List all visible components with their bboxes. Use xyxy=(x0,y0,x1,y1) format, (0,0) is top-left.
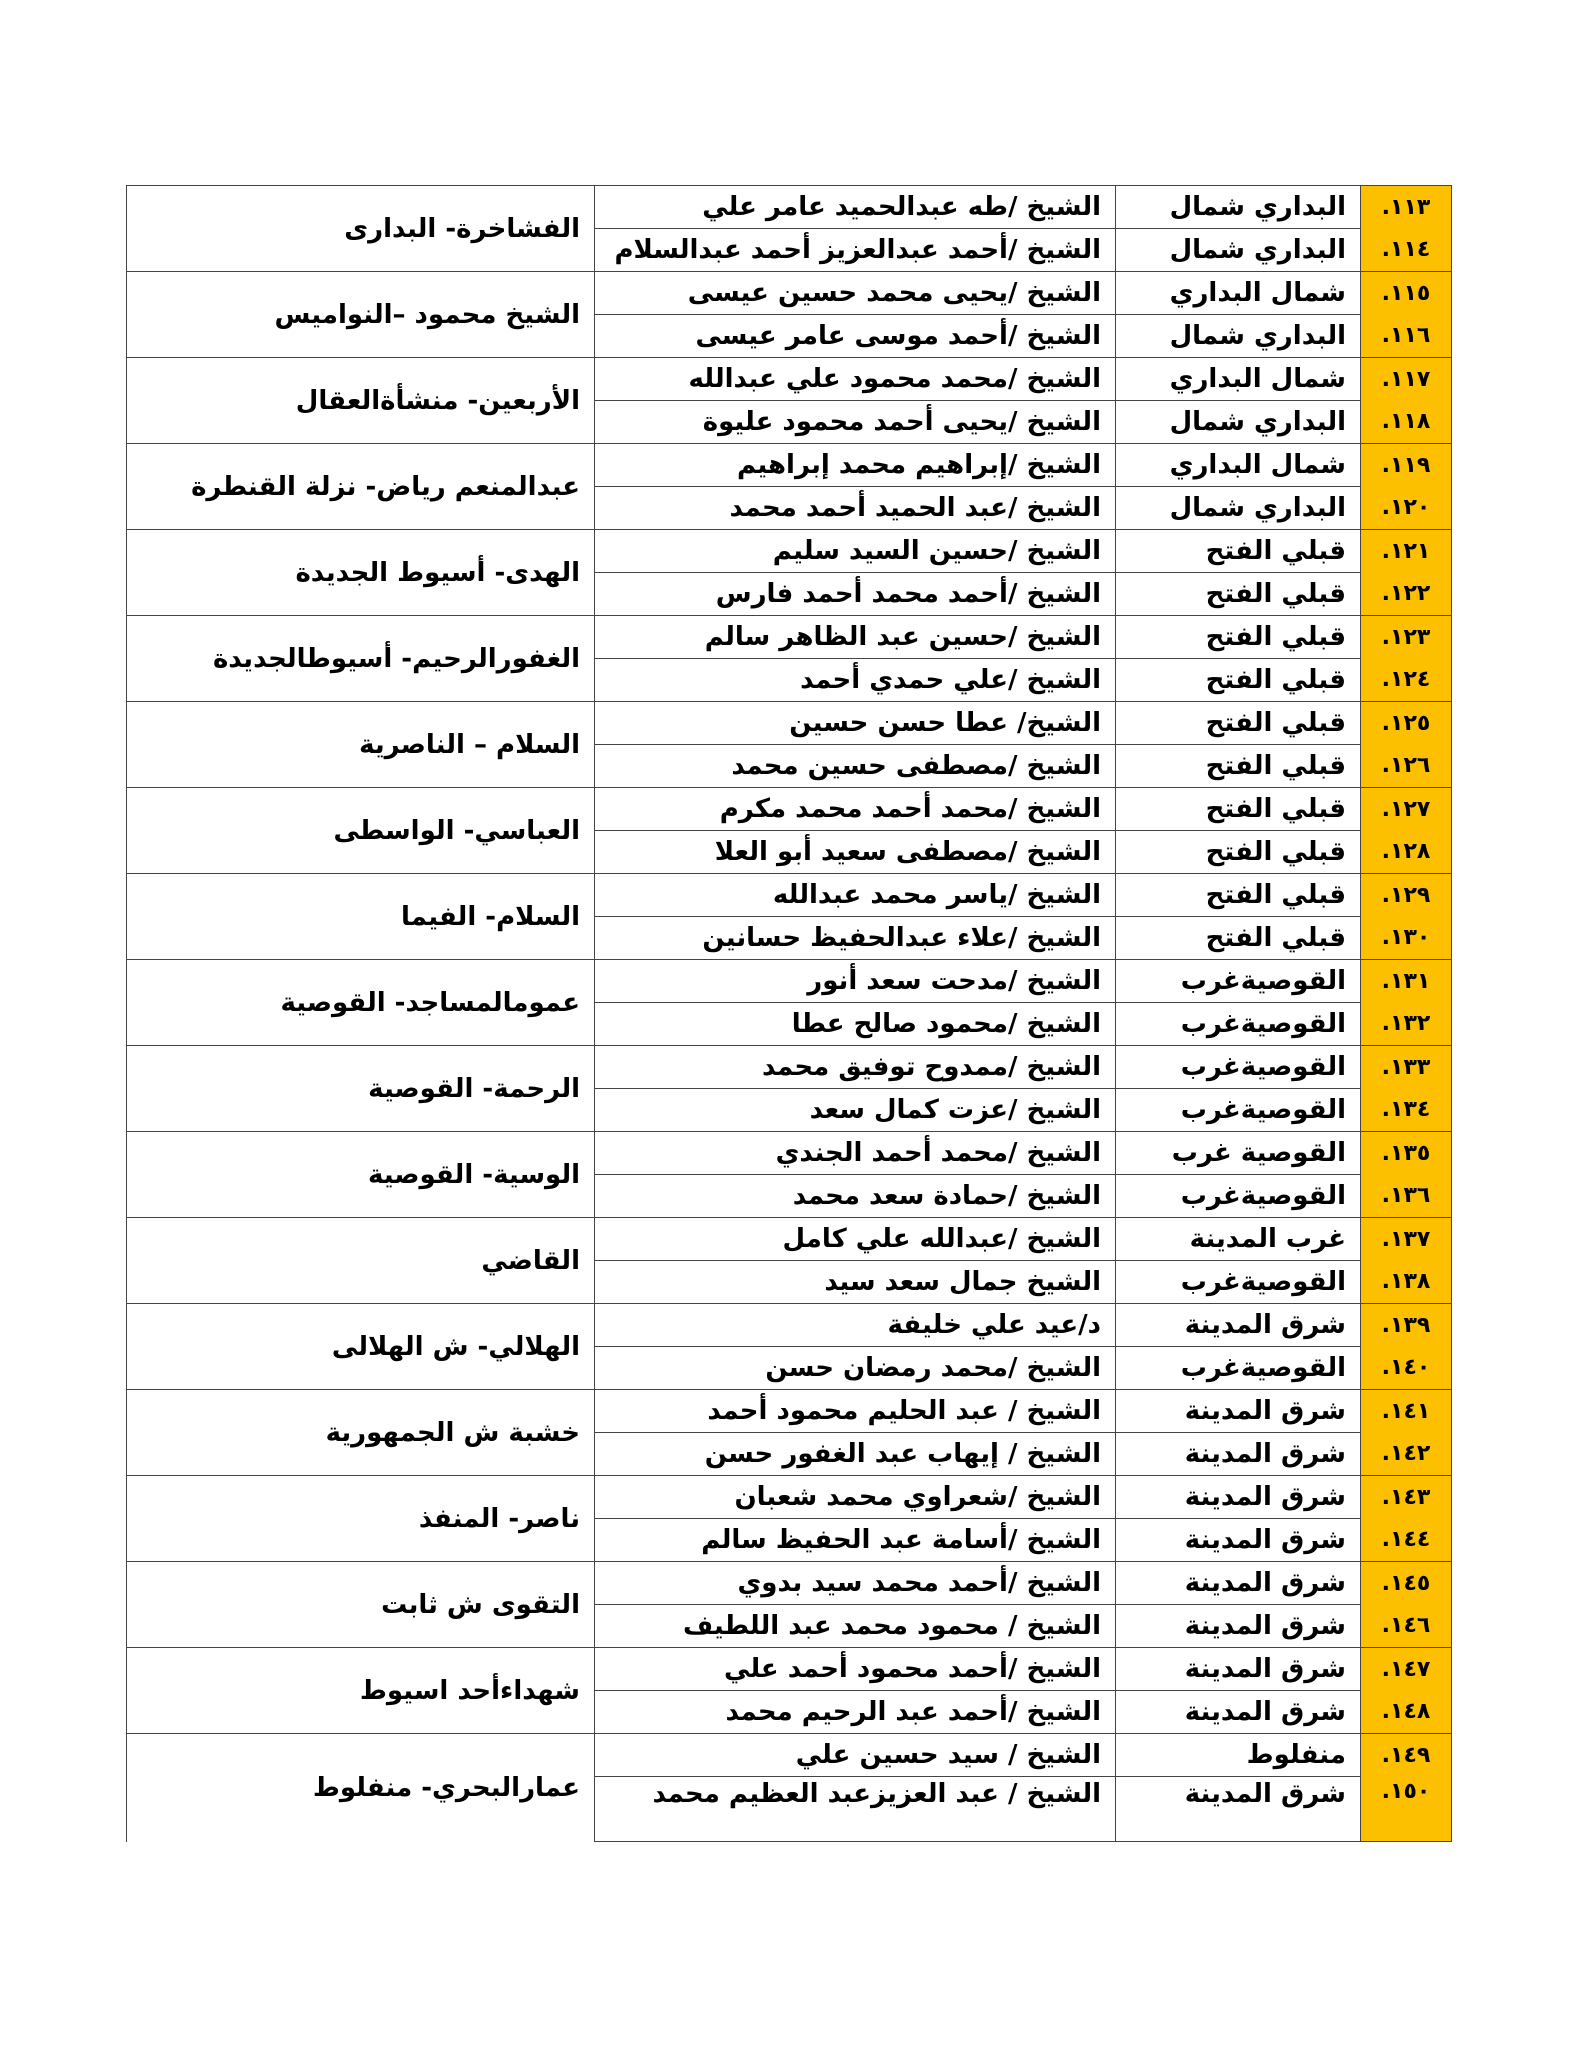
area-cell-text: شرق المدينة xyxy=(1184,1482,1346,1512)
area-cell-text: قبلي الفتح xyxy=(1205,708,1346,738)
imam-name-cell xyxy=(595,1175,1116,1218)
row-number-cell-text: ١٢٤. xyxy=(1381,667,1431,693)
table-row xyxy=(127,1734,1452,1777)
area-cell xyxy=(1116,1218,1361,1261)
row-number-cell xyxy=(1361,1562,1452,1605)
area-cell xyxy=(1116,186,1361,229)
mosque-location-cell xyxy=(127,444,595,530)
mosque-location-cell-text: العباسي- الواسطى xyxy=(333,815,580,846)
row-number-cell xyxy=(1361,788,1452,831)
row-number-cell-text: ١٤٩. xyxy=(1381,1742,1431,1768)
row-number-cell-text: ١٤٤. xyxy=(1381,1527,1431,1553)
area-cell xyxy=(1116,358,1361,401)
area-cell xyxy=(1116,1691,1361,1734)
row-number-cell xyxy=(1361,1046,1452,1089)
imam-name-cell xyxy=(595,1605,1116,1648)
row-number-cell-text: ١٤٣. xyxy=(1381,1484,1431,1510)
imam-name-cell-text: الشيخ /عبدالله علي كامل xyxy=(782,1224,1101,1254)
imam-name-cell-text: الشيخ /أسامة عبد الحفيظ سالم xyxy=(701,1525,1101,1555)
imam-name-cell xyxy=(595,487,1116,530)
area-cell xyxy=(1116,1089,1361,1132)
area-cell xyxy=(1116,1519,1361,1562)
mosque-location-cell xyxy=(127,1304,595,1390)
row-number-cell-text: ١٣٩. xyxy=(1381,1312,1431,1338)
imam-name-cell-text: الشيخ /أحمد محمود أحمد علي xyxy=(724,1654,1101,1684)
row-number-cell-text: ١٤٢. xyxy=(1381,1441,1431,1467)
row-number-cell-text: ١٣٧. xyxy=(1381,1226,1431,1252)
imam-name-cell xyxy=(595,1648,1116,1691)
imam-name-cell xyxy=(595,272,1116,315)
mosque-location-cell xyxy=(127,788,595,874)
row-number-cell xyxy=(1361,1132,1452,1175)
imam-name-cell-text: الشيخ /مدحت سعد أنور xyxy=(807,966,1101,996)
row-number-cell-text: ١١٥. xyxy=(1381,280,1431,306)
imam-name-cell-text: الشيخ /حمادة سعد محمد xyxy=(792,1181,1101,1211)
mosque-location-cell-text: الهلالي- ش الهلالى xyxy=(331,1331,580,1362)
mosque-location-cell-text: عمومالمساجد- القوصية xyxy=(280,987,580,1018)
table-row xyxy=(127,444,1452,487)
row-number-cell xyxy=(1361,1734,1452,1777)
area-cell xyxy=(1116,1003,1361,1046)
imam-name-cell-text: الشيخ / سيد حسين علي xyxy=(795,1740,1101,1770)
imam-name-cell xyxy=(595,1519,1116,1562)
imam-name-cell xyxy=(595,1476,1116,1519)
imam-name-cell-text: الشيخ /أحمد محمد سيد بدوي xyxy=(737,1568,1101,1598)
mosque-location-cell-text: عمارالبحري- منفلوط xyxy=(312,1772,580,1803)
table-row xyxy=(127,1648,1452,1691)
row-number-cell xyxy=(1361,401,1452,444)
area-cell xyxy=(1116,1347,1361,1390)
mosque-location-cell xyxy=(127,1132,595,1218)
area-cell-text: القوصية غرب xyxy=(1171,1138,1346,1168)
row-number-cell-text: ١٢٥. xyxy=(1381,710,1431,736)
imam-name-cell-text: الشيخ/ عطا حسن حسين xyxy=(789,708,1101,738)
imam-name-cell xyxy=(595,573,1116,616)
row-number-cell xyxy=(1361,1261,1452,1304)
row-number-cell xyxy=(1361,487,1452,530)
mosque-location-cell-text: القاضي xyxy=(481,1245,580,1276)
imam-name-cell-text: الشيخ /ممدوح توفيق محمد xyxy=(761,1052,1101,1082)
row-number-cell xyxy=(1361,1175,1452,1218)
row-number-cell xyxy=(1361,831,1452,874)
area-cell-text: البداري شمال xyxy=(1169,192,1346,222)
imam-name-cell xyxy=(595,1734,1116,1777)
row-number-cell xyxy=(1361,874,1452,917)
imam-name-cell xyxy=(595,1390,1116,1433)
imam-name-cell xyxy=(595,1218,1116,1261)
mosque-location-cell xyxy=(127,874,595,960)
area-cell-text: شمال البداري xyxy=(1169,278,1346,308)
mosque-location-cell-text: الغفورالرحيم- أسيوطالجديدة xyxy=(212,643,580,674)
row-number-cell-text: ١٢٦. xyxy=(1381,753,1431,779)
row-number-cell xyxy=(1361,444,1452,487)
row-number-cell xyxy=(1361,1218,1452,1261)
area-cell xyxy=(1116,745,1361,788)
row-number-cell-text: ١٥٠. xyxy=(1381,1778,1431,1804)
area-cell xyxy=(1116,1476,1361,1519)
row-number-cell xyxy=(1361,229,1452,272)
mosque-location-cell xyxy=(127,616,595,702)
row-number-cell xyxy=(1361,745,1452,788)
area-cell-text: شرق المدينة xyxy=(1184,1396,1346,1426)
area-cell-text: القوصيةغرب xyxy=(1180,966,1346,996)
table-row xyxy=(127,358,1452,401)
mosque-location-cell-text: عبدالمنعم رياض- نزلة القنطرة xyxy=(191,471,580,502)
row-number-cell-text: ١٣٢. xyxy=(1381,1011,1431,1037)
row-number-cell xyxy=(1361,659,1452,702)
imam-name-cell xyxy=(595,1304,1116,1347)
imam-name-cell xyxy=(595,1347,1116,1390)
area-cell xyxy=(1116,960,1361,1003)
table-row xyxy=(127,788,1452,831)
area-cell-text: قبلي الفتح xyxy=(1205,923,1346,953)
row-number-cell xyxy=(1361,573,1452,616)
row-number-cell xyxy=(1361,1347,1452,1390)
imam-name-cell xyxy=(595,1433,1116,1476)
table-row xyxy=(127,1218,1452,1261)
mosque-location-cell xyxy=(127,1562,595,1648)
imam-name-cell xyxy=(595,1777,1116,1842)
row-number-cell xyxy=(1361,1605,1452,1648)
imam-name-cell xyxy=(595,229,1116,272)
imam-name-cell xyxy=(595,1089,1116,1132)
imam-name-cell-text: الشيخ /محمد محمود علي عبدالله xyxy=(688,364,1101,394)
row-number-cell xyxy=(1361,530,1452,573)
row-number-cell xyxy=(1361,1390,1452,1433)
area-cell xyxy=(1116,229,1361,272)
row-number-cell xyxy=(1361,1777,1452,1842)
area-cell xyxy=(1116,1734,1361,1777)
table-row xyxy=(127,1046,1452,1089)
imam-name-cell-text: الشيخ /شعراوي محمد شعبان xyxy=(734,1482,1101,1512)
area-cell-text: القوصيةغرب xyxy=(1180,1095,1346,1125)
mosque-location-cell-text: التقوى ش ثابت xyxy=(381,1589,580,1620)
area-cell xyxy=(1116,831,1361,874)
mosque-location-cell xyxy=(127,1218,595,1304)
area-cell-text: شرق المدينة xyxy=(1184,1654,1346,1684)
area-cell xyxy=(1116,1562,1361,1605)
imam-name-cell xyxy=(595,960,1116,1003)
table-row xyxy=(127,1562,1452,1605)
area-cell-text: قبلي الفتح xyxy=(1205,536,1346,566)
table-row xyxy=(127,272,1452,315)
row-number-cell xyxy=(1361,186,1452,229)
area-cell xyxy=(1116,659,1361,702)
mosque-location-cell xyxy=(127,1648,595,1734)
imam-name-cell-text: الشيخ /حسين عبد الظاهر سالم xyxy=(704,622,1101,652)
row-number-cell xyxy=(1361,917,1452,960)
mosque-location-cell xyxy=(127,702,595,788)
area-cell-text: البداري شمال xyxy=(1169,493,1346,523)
imam-name-cell-text: الشيخ / محمود محمد عبد اللطيف xyxy=(682,1611,1101,1641)
area-cell xyxy=(1116,444,1361,487)
imam-name-cell-text: الشيخ / عبد الحليم محمود أحمد xyxy=(707,1396,1101,1426)
row-number-cell-text: ١١٧. xyxy=(1381,366,1431,392)
area-cell-text: القوصيةغرب xyxy=(1180,1267,1346,1297)
imam-name-cell xyxy=(595,1003,1116,1046)
imam-name-cell xyxy=(595,874,1116,917)
imam-name-cell xyxy=(595,358,1116,401)
mosque-location-cell xyxy=(127,960,595,1046)
row-number-cell-text: ١٤٠. xyxy=(1381,1355,1431,1381)
row-number-cell-text: ١٢٢. xyxy=(1381,581,1431,607)
mosque-location-cell-text: الهدى- أسيوط الجديدة xyxy=(295,557,580,588)
imam-name-cell xyxy=(595,1261,1116,1304)
imam-name-cell xyxy=(595,530,1116,573)
imam-name-cell-text: الشيخ /محمود صالح عطا xyxy=(791,1009,1101,1039)
imam-name-cell xyxy=(595,1562,1116,1605)
mosque-location-cell-text: ناصر- المنفذ xyxy=(418,1503,580,1534)
imam-name-cell-text: الشيخ /طه عبدالحميد عامر علي xyxy=(702,192,1101,222)
row-number-cell xyxy=(1361,1003,1452,1046)
area-cell-text: القوصيةغرب xyxy=(1180,1353,1346,1383)
area-cell-text: غرب المدينة xyxy=(1189,1224,1346,1254)
imam-name-cell-text: الشيخ /ياسر محمد عبدالله xyxy=(772,880,1101,910)
area-cell-text: قبلي الفتح xyxy=(1205,837,1346,867)
area-cell-text: شرق المدينة xyxy=(1184,1525,1346,1555)
row-number-cell xyxy=(1361,1433,1452,1476)
mosque-location-cell-text: السلام – الناصرية xyxy=(359,729,580,760)
area-cell-text: البداري شمال xyxy=(1169,321,1346,351)
area-cell-text: قبلي الفتح xyxy=(1205,579,1346,609)
imam-name-cell-text: الشيخ /حسين السيد سليم xyxy=(772,536,1101,566)
row-number-cell xyxy=(1361,1691,1452,1734)
imam-name-cell-text: الشيخ /محمد رمضان حسن xyxy=(765,1353,1101,1383)
area-cell xyxy=(1116,1605,1361,1648)
imam-name-cell-text: الشيخ / عبد العزيزعبد العظيم محمد xyxy=(652,1779,1101,1809)
mosque-location-cell-text: الرحمة- القوصية xyxy=(368,1073,580,1104)
imam-name-cell xyxy=(595,1046,1116,1089)
row-number-cell-text: ١٤٦. xyxy=(1381,1613,1431,1639)
area-cell-text: شمال البداري xyxy=(1169,450,1346,480)
row-number-cell-text: ١٤١. xyxy=(1381,1398,1431,1424)
row-number-cell-text: ١٣١. xyxy=(1381,968,1431,994)
row-number-cell-text: ١١٣. xyxy=(1381,194,1431,220)
row-number-cell xyxy=(1361,1089,1452,1132)
area-cell xyxy=(1116,702,1361,745)
table-row xyxy=(127,702,1452,745)
area-cell xyxy=(1116,1433,1361,1476)
imam-name-cell-text: الشيخ /عبد الحميد أحمد محمد xyxy=(729,493,1101,523)
table-row xyxy=(127,1390,1452,1433)
row-number-cell xyxy=(1361,358,1452,401)
mosque-assignment-table xyxy=(126,185,1452,1842)
table-row xyxy=(127,616,1452,659)
area-cell-text: قبلي الفتح xyxy=(1205,665,1346,695)
imam-name-cell xyxy=(595,788,1116,831)
mosque-location-cell xyxy=(127,272,595,358)
imam-name-cell xyxy=(595,315,1116,358)
table-row xyxy=(127,530,1452,573)
row-number-cell-text: ١٤٨. xyxy=(1381,1699,1431,1725)
imam-name-cell xyxy=(595,401,1116,444)
area-cell xyxy=(1116,917,1361,960)
imam-name-cell xyxy=(595,917,1116,960)
area-cell-text: القوصيةغرب xyxy=(1180,1052,1346,1082)
table-row xyxy=(127,1476,1452,1519)
imam-name-cell xyxy=(595,702,1116,745)
area-cell-text: القوصيةغرب xyxy=(1180,1009,1346,1039)
imam-name-cell-text: الشيخ /علاء عبدالحفيظ حسانين xyxy=(702,923,1101,953)
mosque-location-cell-text: خشبة ش الجمهورية xyxy=(325,1417,580,1448)
area-cell xyxy=(1116,1390,1361,1433)
imam-name-cell-text: الشيخ /أحمد موسى عامر عيسى xyxy=(695,321,1101,351)
row-number-cell-text: ١٢٧. xyxy=(1381,796,1431,822)
row-number-cell xyxy=(1361,1476,1452,1519)
area-cell-text: قبلي الفتح xyxy=(1205,751,1346,781)
area-cell xyxy=(1116,401,1361,444)
row-number-cell-text: ١٢٩. xyxy=(1381,882,1431,908)
imam-name-cell-text: الشيخ /مصطفى حسين محمد xyxy=(731,751,1101,781)
area-cell xyxy=(1116,573,1361,616)
imam-name-cell-text: الشيخ /أحمد عبدالعزيز أحمد عبدالسلام xyxy=(614,235,1101,265)
imam-name-cell-text: الشيخ /مصطفى سعيد أبو العلا xyxy=(714,837,1101,867)
row-number-cell-text: ١٣٤. xyxy=(1381,1097,1431,1123)
area-cell-text: قبلي الفتح xyxy=(1205,794,1346,824)
area-cell xyxy=(1116,874,1361,917)
imam-name-cell-text: د/عيد علي خليفة xyxy=(887,1310,1101,1340)
mosque-location-cell-text: الأربعين- منشأةالعقال xyxy=(295,385,580,416)
imam-name-cell xyxy=(595,745,1116,788)
mosque-location-cell-text: الوسية- القوصية xyxy=(368,1159,580,1190)
imam-name-cell xyxy=(595,1132,1116,1175)
table-body xyxy=(127,186,1452,1842)
row-number-cell-text: ١٣٨. xyxy=(1381,1269,1431,1295)
mosque-location-cell xyxy=(127,186,595,272)
area-cell xyxy=(1116,1777,1361,1842)
imam-name-cell-text: الشيخ /محمد أحمد محمد مكرم xyxy=(719,794,1101,824)
row-number-cell xyxy=(1361,616,1452,659)
row-number-cell-text: ١١٨. xyxy=(1381,409,1431,435)
row-number-cell-text: ١١٦. xyxy=(1381,323,1431,349)
imam-name-cell xyxy=(595,659,1116,702)
imam-name-cell-text: الشيخ /أحمد عبد الرحيم محمد xyxy=(725,1697,1101,1727)
area-cell-text: القوصيةغرب xyxy=(1180,1181,1346,1211)
row-number-cell xyxy=(1361,702,1452,745)
row-number-cell-text: ١٣٥. xyxy=(1381,1140,1431,1166)
area-cell xyxy=(1116,530,1361,573)
area-cell xyxy=(1116,616,1361,659)
row-number-cell-text: ١٣٦. xyxy=(1381,1183,1431,1209)
area-cell-text: شمال البداري xyxy=(1169,364,1346,394)
mosque-location-cell xyxy=(127,358,595,444)
area-cell xyxy=(1116,272,1361,315)
imam-name-cell-text: الشيخ /يحيى محمد حسين عيسى xyxy=(687,278,1101,308)
row-number-cell-text: ١٤٧. xyxy=(1381,1656,1431,1682)
area-cell xyxy=(1116,1046,1361,1089)
area-cell xyxy=(1116,487,1361,530)
imam-name-cell-text: الشيخ /يحيى أحمد محمود عليوة xyxy=(702,407,1101,437)
area-cell-text: قبلي الفتح xyxy=(1205,880,1346,910)
row-number-cell xyxy=(1361,1304,1452,1347)
imam-name-cell-text: الشيخ /علي حمدي أحمد xyxy=(800,665,1101,695)
imam-name-cell-text: الشيخ / إيهاب عبد الغفور حسن xyxy=(704,1439,1101,1469)
area-cell xyxy=(1116,1175,1361,1218)
row-number-cell-text: ١١٩. xyxy=(1381,452,1431,478)
row-number-cell-text: ١٣٣. xyxy=(1381,1054,1431,1080)
table-row xyxy=(127,1304,1452,1347)
table-row xyxy=(127,186,1452,229)
imam-name-cell xyxy=(595,616,1116,659)
imam-name-cell-text: الشيخ /إبراهيم محمد إبراهيم xyxy=(737,450,1101,480)
area-cell-text: البداري شمال xyxy=(1169,407,1346,437)
imam-name-cell xyxy=(595,1691,1116,1734)
area-cell xyxy=(1116,1261,1361,1304)
area-cell xyxy=(1116,1132,1361,1175)
mosque-location-cell xyxy=(127,530,595,616)
area-cell-text: قبلي الفتح xyxy=(1205,622,1346,652)
table-row xyxy=(127,1132,1452,1175)
mosque-location-cell xyxy=(127,1734,595,1842)
imam-name-cell-text: الشيخ جمال سعد سيد xyxy=(824,1267,1101,1297)
area-cell-text: شرق المدينة xyxy=(1184,1568,1346,1598)
imam-name-cell xyxy=(595,186,1116,229)
imam-name-cell-text: الشيخ /محمد أحمد الجندي xyxy=(775,1138,1101,1168)
row-number-cell xyxy=(1361,960,1452,1003)
area-cell-text: شرق المدينة xyxy=(1184,1439,1346,1469)
area-cell-text: شرق المدينة xyxy=(1184,1611,1346,1641)
area-cell-text: منفلوط xyxy=(1246,1740,1346,1770)
area-cell-text: شرق المدينة xyxy=(1184,1779,1346,1809)
mosque-location-cell xyxy=(127,1390,595,1476)
row-number-cell xyxy=(1361,315,1452,358)
imam-name-cell xyxy=(595,831,1116,874)
area-cell-text: شرق المدينة xyxy=(1184,1697,1346,1727)
mosque-location-cell xyxy=(127,1476,595,1562)
mosque-location-cell xyxy=(127,1046,595,1132)
table-row xyxy=(127,874,1452,917)
area-cell-text: شرق المدينة xyxy=(1184,1310,1346,1340)
area-cell xyxy=(1116,1648,1361,1691)
row-number-cell-text: ١١٤. xyxy=(1381,237,1431,263)
mosque-location-cell-text: السلام- الفيما xyxy=(401,901,580,932)
row-number-cell-text: ١٢١. xyxy=(1381,538,1431,564)
row-number-cell xyxy=(1361,1519,1452,1562)
row-number-cell-text: ١٤٥. xyxy=(1381,1570,1431,1596)
table-row xyxy=(127,960,1452,1003)
row-number-cell xyxy=(1361,272,1452,315)
area-cell xyxy=(1116,788,1361,831)
row-number-cell-text: ١٣٠. xyxy=(1381,925,1431,951)
area-cell xyxy=(1116,1304,1361,1347)
row-number-cell-text: ١٢٨. xyxy=(1381,839,1431,865)
imam-name-cell-text: الشيخ /أحمد محمد أحمد فارس xyxy=(715,579,1101,609)
area-cell xyxy=(1116,315,1361,358)
mosque-location-cell-text: الشيخ محمود –النواميس xyxy=(274,299,580,330)
imam-name-cell xyxy=(595,444,1116,487)
row-number-cell xyxy=(1361,1648,1452,1691)
mosque-location-cell-text: شهداءأحد اسيوط xyxy=(359,1675,580,1706)
row-number-cell-text: ١٢٠. xyxy=(1381,495,1431,521)
area-cell-text: البداري شمال xyxy=(1169,235,1346,265)
mosque-location-cell-text: الفشاخرة- البدارى xyxy=(344,213,580,244)
imam-name-cell-text: الشيخ /عزت كمال سعد xyxy=(809,1095,1101,1125)
row-number-cell-text: ١٢٣. xyxy=(1381,624,1431,650)
